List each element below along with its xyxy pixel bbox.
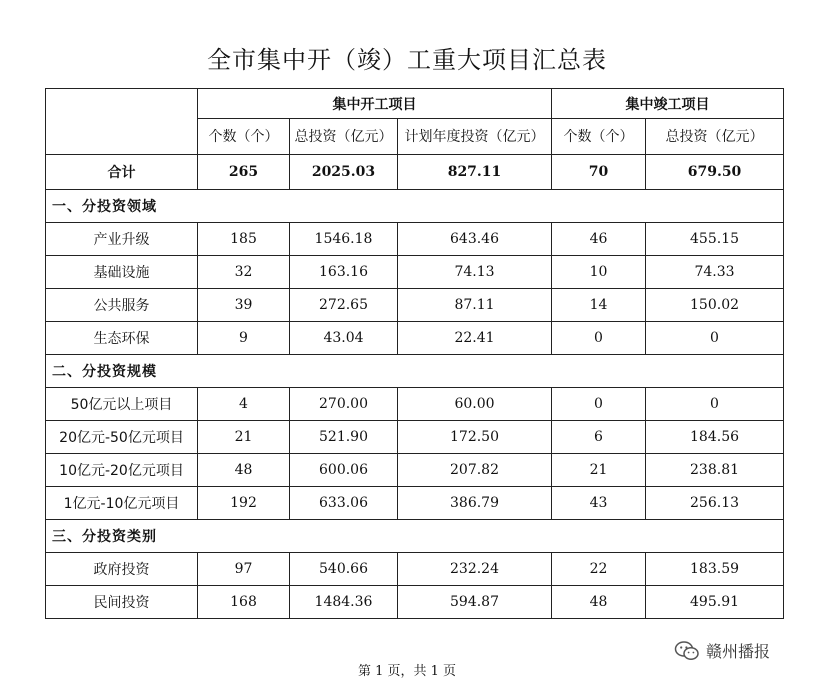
complete-count: 21 [552, 454, 646, 487]
start-total: 163.16 [290, 256, 398, 289]
start-total: 633.06 [290, 487, 398, 520]
start-count: 39 [198, 289, 290, 322]
row-label: 生态环保 [46, 322, 198, 355]
row-label: 公共服务 [46, 289, 198, 322]
table-row [46, 586, 784, 619]
summary-table [45, 88, 784, 619]
table-row [46, 223, 784, 256]
wechat-icon [674, 640, 700, 662]
start-total: 43.04 [290, 322, 398, 355]
complete-count: 0 [552, 388, 646, 421]
complete-total: 0 [646, 388, 784, 421]
plan-year: 207.82 [398, 454, 552, 487]
start-count: 192 [198, 487, 290, 520]
row-label: 10亿元-20亿元项目 [46, 454, 198, 487]
watermark [674, 639, 770, 662]
table-row [46, 487, 784, 520]
col-header-complete-count: 个数（个） [552, 119, 646, 155]
start-count: 32 [198, 256, 290, 289]
total-row [46, 155, 784, 190]
row-label: 基础设施 [46, 256, 198, 289]
complete-count: 10 [552, 256, 646, 289]
section-header-row [46, 190, 784, 223]
complete-total: 183.59 [646, 553, 784, 586]
complete-total: 495.91 [646, 586, 784, 619]
start-total: 540.66 [290, 553, 398, 586]
table-row [46, 454, 784, 487]
section-title: 三、分投资类别 [46, 520, 784, 553]
row-label: 20亿元-50亿元项目 [46, 421, 198, 454]
total-plan-year: 827.11 [398, 155, 552, 190]
start-count: 185 [198, 223, 290, 256]
start-count: 168 [198, 586, 290, 619]
plan-year: 386.79 [398, 487, 552, 520]
page-title: 全市集中开（竣）工重大项目汇总表 [207, 46, 607, 74]
plan-year: 172.50 [398, 421, 552, 454]
col-header-start-count: 个数（个） [198, 119, 290, 155]
page-footer: 第 1 页，共 1 页 [357, 664, 457, 679]
start-total: 270.00 [290, 388, 398, 421]
section-header-row [46, 520, 784, 553]
total-start-count: 265 [198, 155, 290, 190]
table-row [46, 388, 784, 421]
row-label: 民间投资 [46, 586, 198, 619]
start-count: 9 [198, 322, 290, 355]
plan-year: 643.46 [398, 223, 552, 256]
start-total: 521.90 [290, 421, 398, 454]
plan-year: 232.24 [398, 553, 552, 586]
plan-year: 87.11 [398, 289, 552, 322]
complete-total: 455.15 [646, 223, 784, 256]
complete-count: 43 [552, 487, 646, 520]
plan-year: 594.87 [398, 586, 552, 619]
col-header-complete-total-invest: 总投资（亿元） [646, 119, 784, 155]
section-title: 一、分投资领域 [46, 190, 784, 223]
start-total: 1546.18 [290, 223, 398, 256]
section-title: 二、分投资规模 [46, 355, 784, 388]
total-start-total: 2025.03 [290, 155, 398, 190]
complete-total: 238.81 [646, 454, 784, 487]
complete-count: 6 [552, 421, 646, 454]
section-header-row [46, 355, 784, 388]
row-label: 政府投资 [46, 553, 198, 586]
complete-total: 150.02 [646, 289, 784, 322]
col-header-start-total-invest: 总投资（亿元） [290, 119, 398, 155]
complete-total: 184.56 [646, 421, 784, 454]
start-count: 21 [198, 421, 290, 454]
complete-count: 0 [552, 322, 646, 355]
start-count: 48 [198, 454, 290, 487]
start-total: 600.06 [290, 454, 398, 487]
start-group-header: 集中开工项目 [198, 89, 552, 119]
start-count: 4 [198, 388, 290, 421]
col-header-plan-year-invest: 计划年度投资（亿元） [398, 119, 552, 155]
total-complete-count: 70 [552, 155, 646, 190]
complete-count: 22 [552, 553, 646, 586]
complete-group-header: 集中竣工项目 [552, 89, 784, 119]
row-label: 50亿元以上项目 [46, 388, 198, 421]
complete-total: 256.13 [646, 487, 784, 520]
total-complete-total: 679.50 [646, 155, 784, 190]
total-label: 合计 [46, 155, 198, 190]
complete-total: 74.33 [646, 256, 784, 289]
plan-year: 22.41 [398, 322, 552, 355]
table-row [46, 256, 784, 289]
table-row [46, 553, 784, 586]
complete-count: 46 [552, 223, 646, 256]
complete-total: 0 [646, 322, 784, 355]
corner-header-cell [46, 89, 198, 155]
watermark-text: 赣州播报 [706, 642, 771, 661]
table-row [46, 421, 784, 454]
start-total: 1484.36 [290, 586, 398, 619]
complete-count: 14 [552, 289, 646, 322]
row-label: 1亿元-10亿元项目 [46, 487, 198, 520]
start-count: 97 [198, 553, 290, 586]
row-label: 产业升级 [46, 223, 198, 256]
plan-year: 60.00 [398, 388, 552, 421]
table-row [46, 322, 784, 355]
table-row [46, 289, 784, 322]
plan-year: 74.13 [398, 256, 552, 289]
start-total: 272.65 [290, 289, 398, 322]
complete-count: 48 [552, 586, 646, 619]
